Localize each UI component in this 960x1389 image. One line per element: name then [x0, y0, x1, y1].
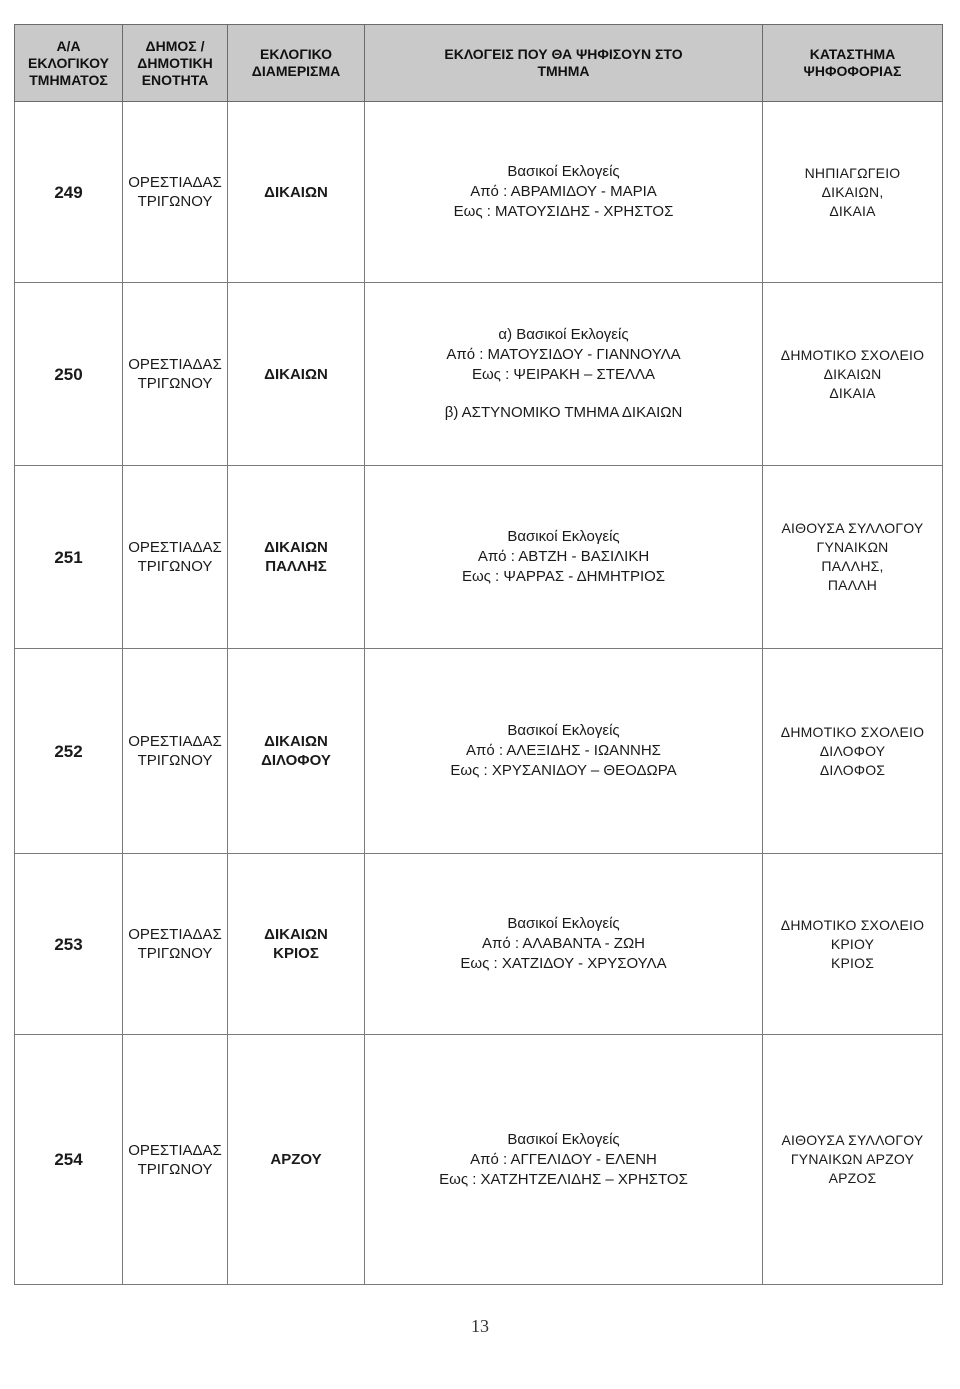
municipality-cell: ΟΡΕΣΤΙΑΔΑΣ ΤΡΙΓΩΝΟΥ	[123, 283, 228, 466]
header-polling-station: ΚΑΤΑΣΤΗΜΑ ΨΗΦΟΦΟΡΙΑΣ	[763, 25, 943, 102]
table-row	[15, 649, 943, 854]
table-row	[15, 854, 943, 1035]
municipality-cell: ΟΡΕΣΤΙΑΔΑΣ ΤΡΙΓΩΝΟΥ	[123, 854, 228, 1035]
table-row	[15, 283, 943, 466]
polling-station-cell: ΝΗΠΙΑΓΩΓΕΙΟ ΔΙΚΑΙΩΝ, ΔΙΚΑΙΑ	[763, 102, 943, 283]
table-header-row	[15, 25, 943, 102]
polling-station-cell: ΔΗΜΟΤΙΚΟ ΣΧΟΛΕΙΟ ΔΙΛΟΦΟΥ ΔΙΛΟΦΟΣ	[763, 649, 943, 854]
section-number: 254	[15, 1035, 123, 1285]
section-number: 251	[15, 466, 123, 649]
polling-stations-table	[14, 24, 943, 1285]
header-voters: ΕΚΛΟΓΕΙΣ ΠΟΥ ΘΑ ΨΗΦΙΣΟΥΝ ΣΤΟ ΤΜΗΜΑ	[365, 25, 763, 102]
voters-cell: Βασικοί Εκλογείς Από : ΑΓΓΕΛΙΔΟΥ - ΕΛΕΝΗ Εως : ΧΑΤΖΗΤΖΕΛΙΔΗΣ – ΧΡΗΣΤΟΣ	[365, 1035, 763, 1285]
district-cell: ΑΡΖΟΥ	[228, 1035, 365, 1285]
polling-station-cell: ΔΗΜΟΤΙΚΟ ΣΧΟΛΕΙΟ ΚΡΙΟΥ ΚΡΙΟΣ	[763, 854, 943, 1035]
header-section-number: Α/Α ΕΚΛΟΓΙΚΟΥ ΤΜΗΜΑΤΟΣ	[15, 25, 123, 102]
polling-station-cell: ΑΙΘΟΥΣΑ ΣΥΛΛΟΓΟΥ ΓΥΝΑΙΚΩΝ ΑΡΖΟΥ ΑΡΖΟΣ	[763, 1035, 943, 1285]
municipality-cell: ΟΡΕΣΤΙΑΔΑΣ ΤΡΙΓΩΝΟΥ	[123, 102, 228, 283]
municipality-cell: ΟΡΕΣΤΙΑΔΑΣ ΤΡΙΓΩΝΟΥ	[123, 1035, 228, 1285]
municipality-cell: ΟΡΕΣΤΙΑΔΑΣ ΤΡΙΓΩΝΟΥ	[123, 649, 228, 854]
voters-cell: Βασικοί Εκλογείς Από : ΑΛΕΞΙΔΗΣ - ΙΩΑΝΝΗΣ Εως : ΧΡΥΣΑΝΙΔΟΥ – ΘΕΟΔΩΡΑ	[365, 649, 763, 854]
district-cell: ΔΙΚΑΙΩΝ ΔΙΛΟΦΟΥ	[228, 649, 365, 854]
header-electoral-district: ΕΚΛΟΓΙΚΟ ΔΙΑΜΕΡΙΣΜΑ	[228, 25, 365, 102]
section-number: 253	[15, 854, 123, 1035]
district-cell: ΔΙΚΑΙΩΝ	[228, 102, 365, 283]
district-cell: ΔΙΚΑΙΩΝ ΠΑΛΛΗΣ	[228, 466, 365, 649]
table-row	[15, 102, 943, 283]
table-row	[15, 1035, 943, 1285]
polling-station-cell: ΑΙΘΟΥΣΑ ΣΥΛΛΟΓΟΥ ΓΥΝΑΙΚΩΝ ΠΑΛΛΗΣ, ΠΑΛΛΗ	[763, 466, 943, 649]
table-row	[15, 466, 943, 649]
district-cell: ΔΙΚΑΙΩΝ ΚΡΙΟΣ	[228, 854, 365, 1035]
municipality-cell: ΟΡΕΣΤΙΑΔΑΣ ΤΡΙΓΩΝΟΥ	[123, 466, 228, 649]
section-number: 249	[15, 102, 123, 283]
page-number: 13	[471, 1316, 489, 1336]
polling-station-cell: ΔΗΜΟΤΙΚΟ ΣΧΟΛΕΙΟ ΔΙΚΑΙΩΝ ΔΙΚΑΙΑ	[763, 283, 943, 466]
voters-cell: Βασικοί Εκλογείς Από : ΑΒΤΖΗ - ΒΑΣΙΛΙΚΗ Εως : ΨΑΡΡΑΣ - ΔΗΜΗΤΡΙΟΣ	[365, 466, 763, 649]
voters-cell: Βασικοί Εκλογείς Από : ΑΛΑΒΑΝΤΑ - ΖΩΗ Εως : ΧΑΤΖΙΔΟΥ - ΧΡΥΣΟΥΛΑ	[365, 854, 763, 1035]
polling-stations-table-wrapper	[14, 24, 942, 1285]
section-number: 250	[15, 283, 123, 466]
header-municipality: ΔΗΜΟΣ / ΔΗΜΟΤΙΚΗ ΕΝΟΤΗΤΑ	[123, 25, 228, 102]
voters-cell: Βασικοί Εκλογείς Από : ΑΒΡΑΜΙΔΟΥ - ΜΑΡΙΑ Εως : ΜΑΤΟΥΣΙΔΗΣ - ΧΡΗΣΤΟΣ	[365, 102, 763, 283]
voters-cell: α) Βασικοί Εκλογείς Από : ΜΑΤΟΥΣΙΔΟΥ - ΓΙΑΝΝΟΥΛΑ Εως : ΨΕΙΡΑΚΗ – ΣΤΕΛΛΑ β) ΑΣΤΥΝΟΜΙΚΟ ΤΜΗΜΑ ΔΙΚΑΙΩΝ	[365, 283, 763, 466]
police-station-note: β) ΑΣΤΥΝΟΜΙΚΟ ΤΜΗΜΑ ΔΙΚΑΙΩΝ	[444, 404, 683, 421]
section-number: 252	[15, 649, 123, 854]
district-cell: ΔΙΚΑΙΩΝ	[228, 283, 365, 466]
